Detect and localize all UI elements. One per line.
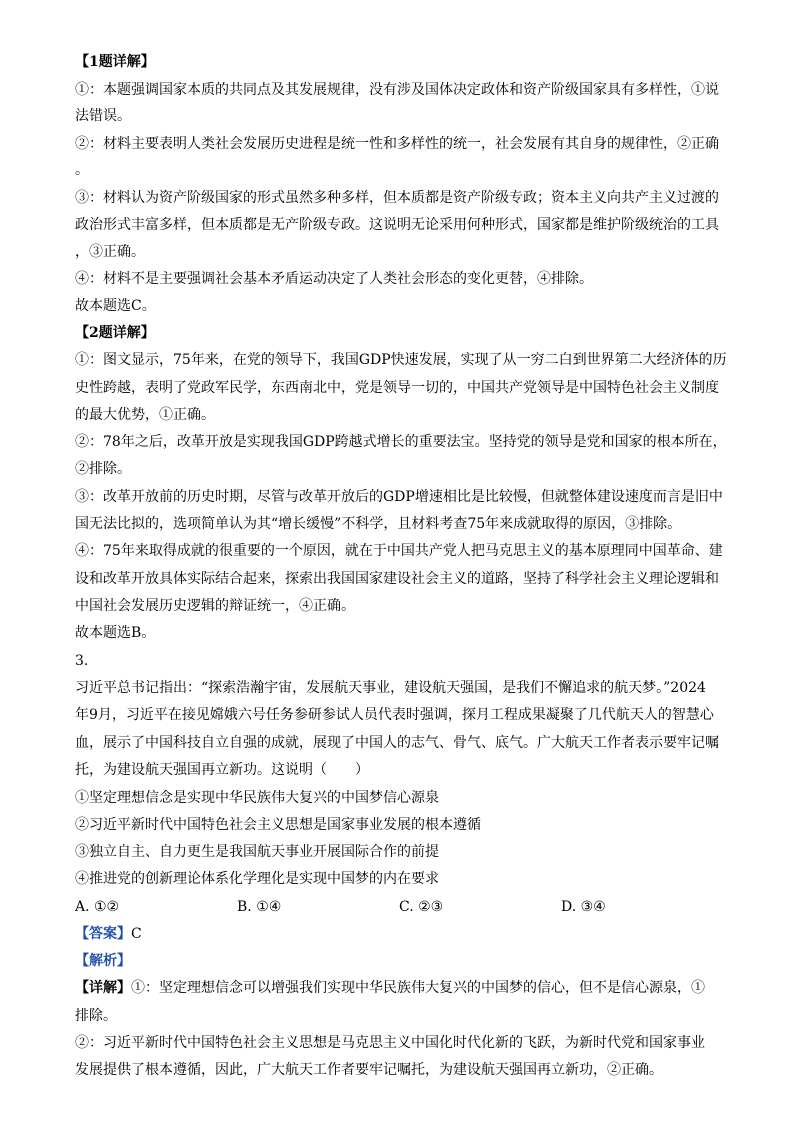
answer-label: 【答案】 bbox=[75, 926, 131, 942]
detail-label: 【详解】 bbox=[75, 980, 131, 996]
q1-line: 。 bbox=[75, 162, 89, 178]
q1-line: ③：材料认为资产阶级国家的形式虽然多种多样，但本质都是资产阶级专政；资本主义向共产主义过渡的 bbox=[75, 190, 719, 206]
q1-line: ④：材料不是主要强调社会基本矛盾运动决定了人类社会形态的变化更替，④排除。 bbox=[75, 271, 593, 287]
q3-statement: ②习近平新时代中国特色社会主义思想是国家事业发展的根本遵循 bbox=[75, 817, 481, 833]
q3-stem-line: 年9月，习近平在接见嫦娥六号任务参研参试人员代表时强调，探月工程成果凝聚了几代航天人的智慧心 bbox=[75, 707, 714, 723]
q1-line: 法错误。 bbox=[75, 108, 131, 124]
q1-line: ①：本题强调国家本质的共同点及其发展规律，没有涉及国体决定政体和资产阶级国家具有多样性，①说 bbox=[75, 82, 719, 98]
q3-stem-line: 托，为建设航天强国再立新功。这说明（ ） bbox=[75, 762, 369, 778]
q2-line: ③：改革开放前的历史时期，尽管与改革开放后的GDP增速相比是比较慢，但就整体建设速度而言是旧中 bbox=[75, 489, 723, 505]
analysis-label: 【解析】 bbox=[75, 953, 131, 969]
q3-detail-line: 发展提供了根本遵循，因此，广大航天工作者要牢记嘱托，为建设航天强国再立新功，②正确。 bbox=[75, 1062, 663, 1078]
q3-statement: ③独立自主、自力更生是我国航天事业开展国际合作的前提 bbox=[75, 844, 439, 860]
q2-line: 设和改革开放具体实际结合起来，探索出我国国家建设社会主义的道路，坚持了科学社会主义理论逻辑和 bbox=[75, 571, 719, 587]
q3-detail-row bbox=[75, 978, 725, 998]
q3-statement: ④推进党的创新理论体系化学理化是实现中国梦的内在要求 bbox=[75, 871, 439, 887]
q2-line: 史性跨越，表明了党政军民学，东西南北中，党是领导一切的，中国共产党领导是中国特色社会主义制度 bbox=[75, 380, 719, 396]
q3-stem-line: 习近平总书记指出：“探索浩瀚宇宙，发展航天事业，建设航天强国，是我们不懈追求的航天梦。”2024 bbox=[75, 680, 706, 696]
answer-value: C bbox=[131, 926, 142, 942]
q3-stem-line: 血，展示了中国科技自立自强的成就，展现了中国人的志气、骨气、底气。广大航天工作者表示要牢记嘱 bbox=[75, 735, 719, 751]
q3-statement: ①坚定理想信念是实现中华民族伟大复兴的中国梦信心源泉 bbox=[75, 790, 439, 806]
q1-conclusion: 故本题选C。 bbox=[75, 298, 156, 314]
q1-heading: 【1题详解】 bbox=[75, 54, 155, 70]
q3-answer bbox=[75, 924, 725, 944]
q3-detail-line: ②：习近平新时代中国特色社会主义思想是马克思主义中国化时代化新的飞跃，为新时代党和国家事业 bbox=[75, 1035, 705, 1051]
q2-line: ①：图文显示，75年来，在党的领导下，我国GDP快速发展，实现了从一穷二白到世界第二大经济体的历 bbox=[75, 352, 727, 368]
q2-line: ②排除。 bbox=[75, 461, 131, 477]
q1-line: 政治形式丰富多样，但本质都是无产阶级专政。这说明无论采用何种形式，国家都是维护阶级统治的工具 bbox=[75, 217, 719, 233]
q2-line: 的最大优势，①正确。 bbox=[75, 407, 215, 423]
q2-line: ②：78年之后，改革开放是实现我国GDP跨越式增长的重要法宝。坚持党的领导是党和国家的根本所在， bbox=[75, 434, 727, 450]
q2-line: 国无法比拟的，选项简单认为其“增长缓慢”不科学，且材料考查75年来成就取得的原因，③排除。 bbox=[75, 516, 682, 532]
q1-line: ②：材料主要表明人类社会发展历史进程是统一性和多样性的统一，社会发展有其自身的规律性，②正确 bbox=[75, 136, 719, 152]
q3-option-d: D. ③④ bbox=[561, 899, 606, 915]
q3-number: 3. bbox=[75, 653, 89, 669]
q3-option-b: B. ①④ bbox=[237, 899, 282, 915]
q3-detail-line: 排除。 bbox=[75, 1008, 117, 1024]
q2-line: ④：75年来取得成就的很重要的一个原因，就在于中国共产党人把马克思主义的基本原理同中国革命、建 bbox=[75, 543, 723, 559]
q3-detail-line: ①：坚定理想信念可以增强我们实现中华民族伟大复兴的中国梦的信心，但不是信心源泉，① bbox=[131, 980, 705, 996]
q1-line: ，③正确。 bbox=[75, 244, 145, 260]
q3-option-a: A. ①② bbox=[75, 899, 120, 915]
q2-conclusion: 故本题选B。 bbox=[75, 625, 156, 641]
q2-heading: 【2题详解】 bbox=[75, 325, 155, 341]
q3-option-c: C. ②③ bbox=[399, 899, 444, 915]
q3-analysis-row bbox=[75, 951, 725, 971]
q2-line: 中国社会发展历史逻辑的辩证统一，④正确。 bbox=[75, 598, 355, 614]
